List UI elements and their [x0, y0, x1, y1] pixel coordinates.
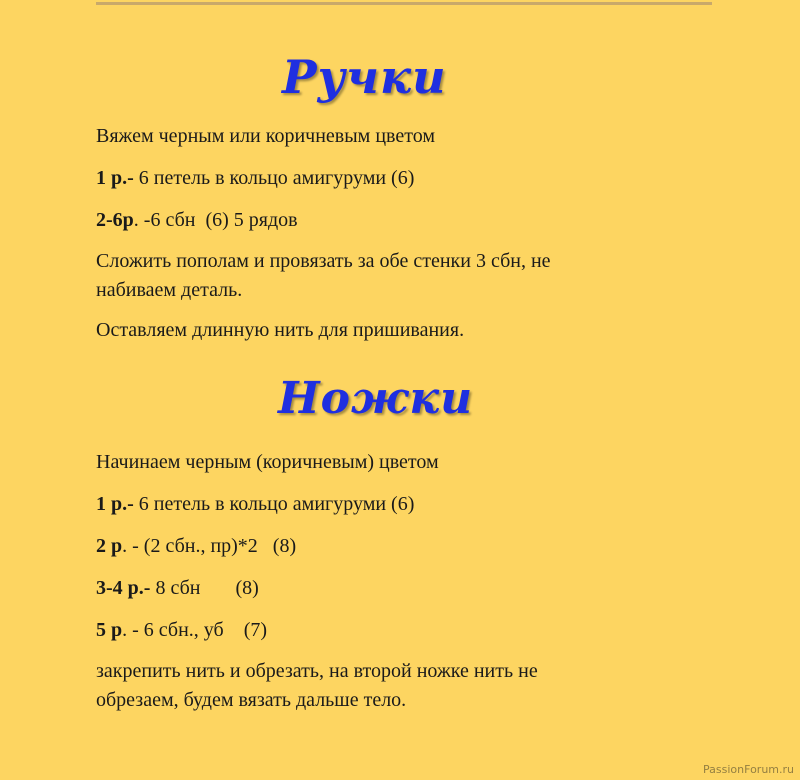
legs-row-3 — [96, 574, 259, 603]
handles-row-2 — [96, 206, 298, 235]
handles-note-line-2: набиваем деталь. — [96, 279, 243, 301]
row-number: 2 р — [96, 535, 123, 557]
row-text: . - 6 сбн., уб (7) — [122, 619, 268, 641]
handles-row-1 — [96, 164, 414, 193]
handles-note-2: Оставляем длинную нить для пришивания. — [96, 319, 465, 341]
legs-row-4 — [96, 616, 267, 645]
legs-row-2 — [96, 532, 296, 561]
row-text: 8 сбн (8) — [150, 577, 259, 599]
row-text: 6 петель в кольцо амигуруми (6) — [133, 167, 415, 189]
handles-intro: Вяжем черным или коричневым цветом — [96, 125, 435, 147]
row-text: 6 петель в кольцо амигуруми (6) — [133, 493, 415, 515]
legs-note-line-1: закрепить нить и обрезать, на второй ножке нить не — [96, 660, 538, 682]
legs-row-1 — [96, 490, 414, 519]
row-number: 2-6р — [96, 209, 134, 231]
legs-intro: Начинаем черным (коричневым) цветом — [96, 451, 439, 473]
row-number: 3-4 р.- — [96, 577, 151, 599]
row-number: 1 р.- — [96, 493, 134, 515]
watermark: PassionForum.ru — [703, 763, 794, 776]
heading-handles: Ручки — [282, 50, 447, 104]
row-number: 1 р.- — [96, 167, 134, 189]
heading-legs: Ножки — [278, 373, 474, 424]
row-number: 5 р — [96, 619, 123, 641]
row-text: . - (2 сбн., пр)*2 (8) — [122, 535, 297, 557]
handles-note-line-1: Сложить пополам и провязать за обе стенки 3 сбн, не — [96, 250, 551, 272]
legs-note-line-2: обрезаем, будем вязать дальше тело. — [96, 689, 407, 711]
row-text: . -6 сбн (6) 5 рядов — [133, 209, 298, 231]
top-divider — [96, 2, 712, 5]
